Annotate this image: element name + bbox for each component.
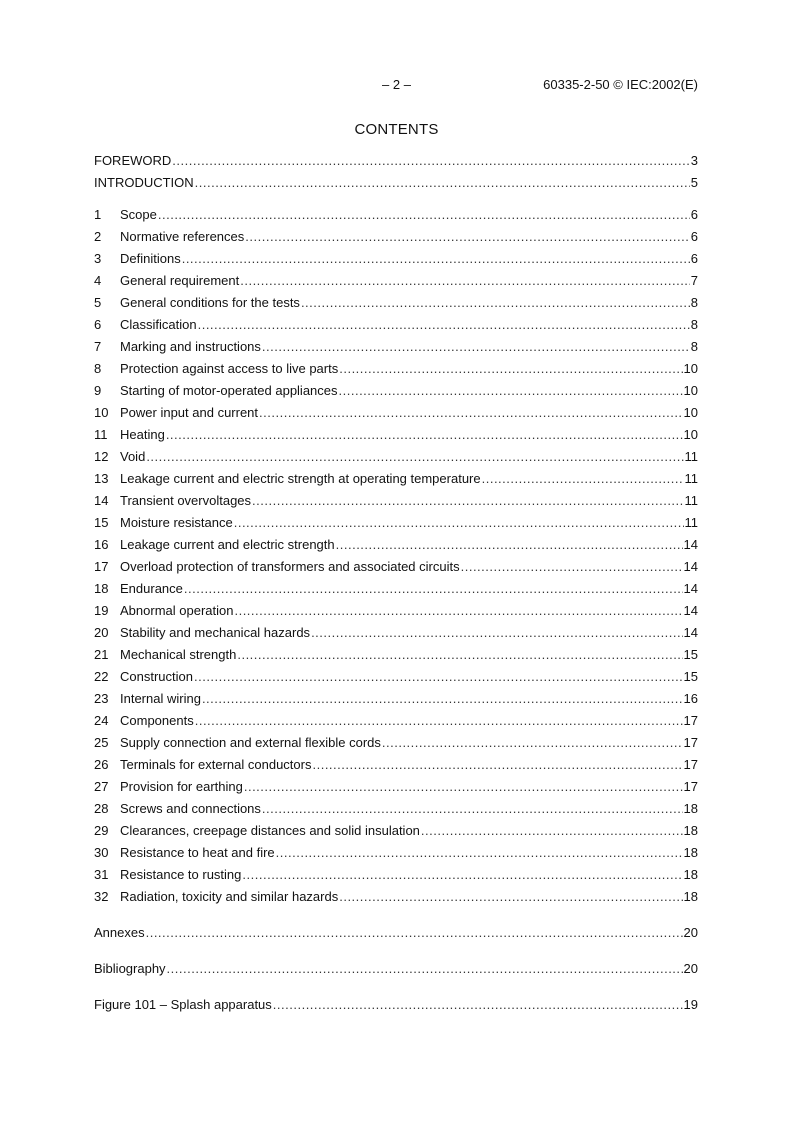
toc-entry-page: 18 (683, 801, 698, 816)
clause-number: 11 (94, 427, 108, 442)
toc-entry-label: Clearances, creepage distances and solid insulation (120, 823, 420, 838)
dot-leader (234, 512, 684, 534)
toc-entry-label: Overload protection of transformers and associated circuits (120, 559, 460, 574)
toc-entry-clause[interactable] (94, 578, 698, 600)
toc-entry-page: 15 (683, 647, 698, 662)
clause-number: 18 (94, 581, 109, 596)
toc-entry-label: FOREWORD (94, 153, 172, 168)
toc-entry-clause[interactable] (94, 468, 698, 490)
clause-list (94, 204, 698, 908)
toc-entry-clause[interactable] (94, 402, 698, 424)
toc-entry-label: Stability and mechanical hazards (120, 625, 311, 640)
toc-entry-page: 18 (683, 845, 698, 860)
clause-number: 1 (94, 207, 102, 222)
toc-entry-page: 14 (683, 559, 698, 574)
clause-number: 17 (94, 559, 109, 574)
toc-entry-page: 11 (684, 471, 698, 486)
clause-number: 31 (94, 867, 109, 882)
toc-entry-label: Figure 101 – Splash apparatus (94, 997, 272, 1012)
toc-entry-annexes[interactable] (94, 922, 698, 944)
clause-number: 24 (94, 713, 109, 728)
toc-entry-clause[interactable] (94, 336, 698, 358)
clause-number: 10 (94, 405, 109, 420)
dot-leader (461, 556, 683, 578)
toc-entry-page: 18 (683, 889, 698, 904)
table-of-contents (94, 150, 698, 1016)
toc-entry-clause[interactable] (94, 270, 698, 292)
clause-number: 22 (94, 669, 109, 684)
toc-entry-label: Definitions (120, 251, 181, 266)
clause-number: 29 (94, 823, 109, 838)
toc-entry-page: 14 (683, 537, 698, 552)
toc-entry-page: 10 (683, 405, 698, 420)
page-number: – 2 – (382, 77, 411, 92)
toc-entry-introduction[interactable] (94, 172, 698, 194)
toc-entry-clause[interactable] (94, 842, 698, 864)
clause-number: 14 (94, 493, 109, 508)
toc-entry-clause[interactable] (94, 490, 698, 512)
dot-leader (259, 402, 683, 424)
toc-entry-clause[interactable] (94, 732, 698, 754)
toc-entry-page: 8 (690, 295, 698, 310)
dot-leader (382, 732, 683, 754)
toc-entry-label: Resistance to heat and fire (120, 845, 275, 860)
toc-entry-clause[interactable] (94, 776, 698, 798)
clause-number: 15 (94, 515, 109, 530)
toc-entry-label: Transient overvoltages (120, 493, 252, 508)
toc-entry-page: 6 (690, 207, 698, 222)
toc-entry-foreword[interactable] (94, 150, 698, 172)
clause-number: 12 (94, 449, 109, 464)
toc-entry-page: 6 (690, 251, 698, 266)
dot-leader (339, 886, 682, 908)
dot-leader (252, 490, 683, 512)
toc-entry-page: 17 (683, 735, 698, 750)
toc-entry-page: 20 (683, 961, 698, 976)
toc-entry-label: Leakage current and electric strength at operating temperature (120, 471, 481, 486)
toc-entry-page: 5 (690, 175, 698, 190)
clause-number: 30 (94, 845, 109, 860)
dot-leader (262, 798, 683, 820)
clause-number: 2 (94, 229, 102, 244)
toc-entry-label: Power input and current (120, 405, 259, 420)
clause-number: 13 (94, 471, 109, 486)
toc-entry-clause[interactable] (94, 446, 698, 468)
dot-leader (421, 820, 683, 842)
toc-entry-label: Screws and connections (120, 801, 261, 816)
toc-entry-page: 8 (690, 339, 698, 354)
toc-entry-clause[interactable] (94, 358, 698, 380)
dot-leader (195, 710, 683, 732)
toc-entry-page: 10 (683, 383, 698, 398)
toc-entry-clause[interactable] (94, 710, 698, 732)
toc-entry-clause[interactable] (94, 622, 698, 644)
dot-leader (336, 534, 683, 556)
clause-number: 19 (94, 603, 109, 618)
dot-leader (339, 358, 682, 380)
toc-entry-clause[interactable] (94, 820, 698, 842)
toc-entry-page: 19 (683, 997, 698, 1012)
toc-entry-page: 6 (690, 229, 698, 244)
toc-entry-clause[interactable] (94, 424, 698, 446)
toc-entry-label: Construction (120, 669, 193, 684)
toc-entry-label: Starting of motor-operated appliances (120, 383, 338, 398)
toc-entry-label: Protection against access to live parts (120, 361, 339, 376)
toc-entry-label: Heating (120, 427, 165, 442)
toc-entry-label: Components (120, 713, 194, 728)
toc-entry-page: 18 (683, 867, 698, 882)
dot-leader (146, 922, 683, 944)
toc-entry-label: Leakage current and electric strength (120, 537, 335, 552)
dot-leader (167, 958, 683, 980)
toc-entry-label: Supply connection and external flexible cords (120, 735, 381, 750)
dot-leader (166, 424, 683, 446)
dot-leader (276, 842, 683, 864)
dot-leader (198, 314, 690, 336)
dot-leader (482, 468, 684, 490)
toc-entry-page: 14 (683, 625, 698, 640)
dot-leader (245, 226, 689, 248)
toc-entry-label: General conditions for the tests (120, 295, 300, 310)
clause-number: 32 (94, 889, 109, 904)
toc-entry-clause[interactable] (94, 292, 698, 314)
toc-entry-clause[interactable] (94, 204, 698, 226)
toc-entry-page: 18 (683, 823, 698, 838)
contents-title: CONTENTS (354, 121, 439, 138)
toc-entry-clause[interactable] (94, 512, 698, 534)
toc-entry-figure-101[interactable] (94, 994, 698, 1016)
toc-entry-label: Provision for earthing (120, 779, 243, 794)
document-reference: 60335-2-50 © IEC:2002(E) (543, 77, 698, 92)
toc-entry-label: Classification (120, 317, 197, 332)
clause-number: 4 (94, 273, 102, 288)
toc-entry-clause[interactable] (94, 556, 698, 578)
toc-entry-page: 3 (690, 153, 698, 168)
toc-entry-page: 11 (684, 515, 698, 530)
toc-entry-page: 16 (683, 691, 698, 706)
toc-entry-label: Void (120, 449, 146, 464)
dot-leader (242, 864, 682, 886)
dot-leader (195, 172, 690, 194)
dot-leader (244, 776, 683, 798)
toc-entry-clause[interactable] (94, 688, 698, 710)
toc-entry-label: General requirement (120, 273, 240, 288)
toc-entry-page: 20 (683, 925, 698, 940)
dot-leader (301, 292, 690, 314)
dot-leader (146, 446, 683, 468)
dot-leader (273, 994, 683, 1016)
toc-entry-page: 17 (683, 757, 698, 772)
dot-leader (312, 754, 682, 776)
toc-entry-page: 7 (690, 273, 698, 288)
toc-entry-clause[interactable] (94, 886, 698, 908)
toc-entry-page: 14 (683, 581, 698, 596)
toc-entry-label: Abnormal operation (120, 603, 234, 618)
toc-entry-page: 15 (683, 669, 698, 684)
toc-entry-page: 10 (683, 427, 698, 442)
toc-entry-bibliography[interactable] (94, 958, 698, 980)
toc-entry-clause[interactable] (94, 380, 698, 402)
toc-entry-clause[interactable] (94, 864, 698, 886)
toc-entry-label: Annexes (94, 925, 145, 940)
toc-entry-page: 8 (690, 317, 698, 332)
toc-entry-label: Moisture resistance (120, 515, 233, 530)
toc-entry-clause[interactable] (94, 534, 698, 556)
clause-number: 25 (94, 735, 109, 750)
dot-leader (184, 578, 683, 600)
clause-number: 7 (94, 339, 102, 354)
dot-leader (339, 380, 683, 402)
dot-leader (182, 248, 690, 270)
toc-entry-clause[interactable] (94, 226, 698, 248)
toc-entry-label: Radiation, toxicity and similar hazards (120, 889, 339, 904)
toc-entry-label: Normative references (120, 229, 245, 244)
clause-number: 23 (94, 691, 109, 706)
toc-entry-clause[interactable] (94, 666, 698, 688)
toc-entry-clause[interactable] (94, 798, 698, 820)
toc-entry-label: Scope (120, 207, 157, 222)
dot-leader (311, 622, 682, 644)
dot-leader (234, 600, 682, 622)
clause-number: 27 (94, 779, 109, 794)
dot-leader (172, 150, 689, 172)
toc-entry-clause[interactable] (94, 600, 698, 622)
toc-entry-page: 14 (683, 603, 698, 618)
toc-entry-clause[interactable] (94, 314, 698, 336)
dot-leader (237, 644, 682, 666)
toc-entry-label: Mechanical strength (120, 647, 237, 662)
toc-entry-page: 11 (684, 493, 698, 508)
toc-entry-page: 17 (683, 779, 698, 794)
toc-entry-clause[interactable] (94, 248, 698, 270)
toc-entry-page: 11 (684, 449, 698, 464)
toc-entry-page: 10 (683, 361, 698, 376)
dot-leader (194, 666, 683, 688)
clause-number: 28 (94, 801, 109, 816)
clause-number: 21 (94, 647, 109, 662)
clause-number: 6 (94, 317, 102, 332)
dot-leader (262, 336, 690, 358)
toc-entry-label: INTRODUCTION (94, 175, 194, 190)
toc-entry-page: 17 (683, 713, 698, 728)
toc-entry-label: Bibliography (94, 961, 166, 976)
clause-number: 3 (94, 251, 102, 266)
toc-entry-clause[interactable] (94, 644, 698, 666)
dot-leader (202, 688, 683, 710)
toc-entry-label: Internal wiring (120, 691, 201, 706)
clause-number: 5 (94, 295, 102, 310)
clause-number: 8 (94, 361, 102, 376)
clause-number: 9 (94, 383, 102, 398)
toc-entry-clause[interactable] (94, 754, 698, 776)
toc-entry-label: Marking and instructions (120, 339, 261, 354)
toc-entry-label: Resistance to rusting (120, 867, 242, 882)
dot-leader (158, 204, 690, 226)
clause-number: 16 (94, 537, 109, 552)
toc-entry-label: Endurance (120, 581, 183, 596)
toc-entry-label: Terminals for external conductors (120, 757, 312, 772)
clause-number: 20 (94, 625, 109, 640)
dot-leader (240, 270, 690, 292)
clause-number: 26 (94, 757, 109, 772)
